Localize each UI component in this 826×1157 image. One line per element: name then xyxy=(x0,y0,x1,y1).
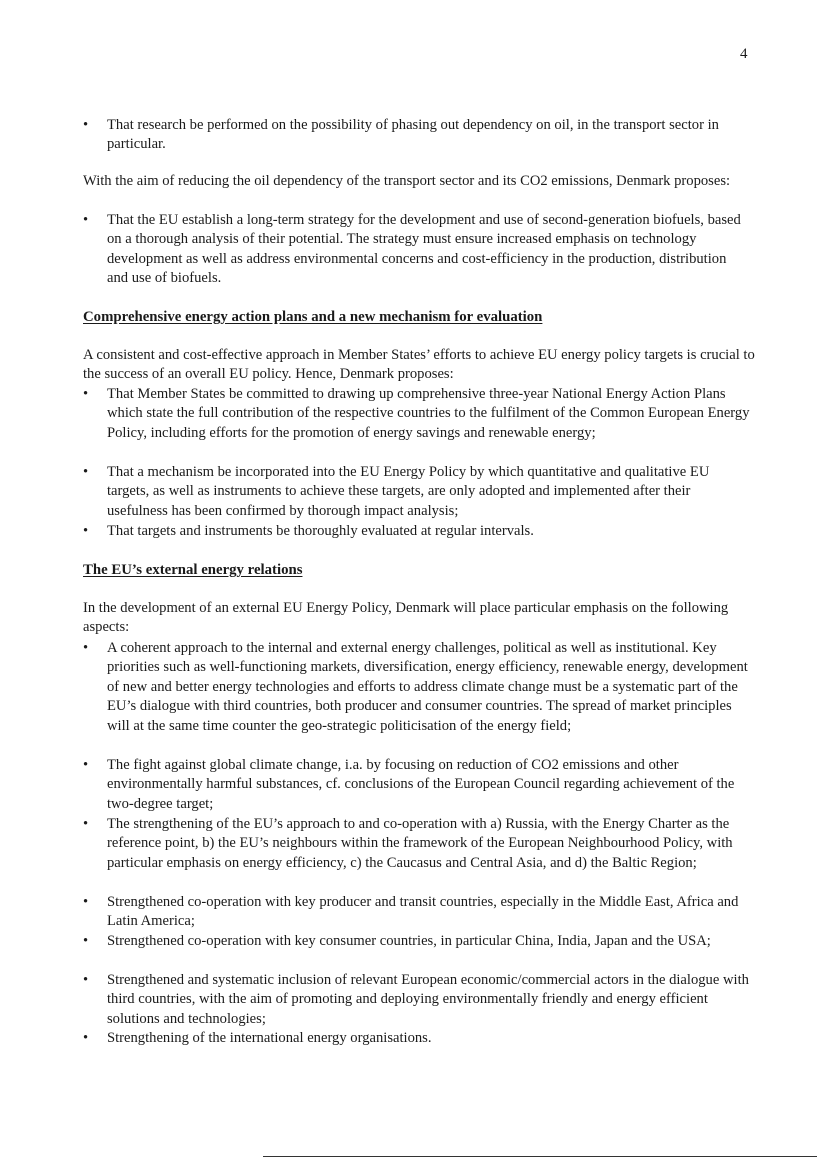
list-item-text: That targets and instruments be thoroughly evaluated at regular intervals. xyxy=(107,523,534,539)
list-item xyxy=(83,815,751,873)
bullet-icon: • xyxy=(83,212,89,228)
list-item-text: Strengthened co-operation with key consumer countries, in particular China, India, Japan and the USA; xyxy=(107,933,711,949)
bullet-icon: • xyxy=(83,933,89,949)
list-item xyxy=(83,1029,751,1048)
list-item-text: The strengthening of the EU’s approach to and co-operation with a) Russia, with the Energy Charter as the reference point, b) the EU’s neighbours within the framework of the European Neighbourhood Policy, with particular emphasis on energy efficiency, c) the Caucasus and Central Asia, and d) the Baltic Region; xyxy=(107,816,733,871)
list-item-text: That research be performed on the possibility of phasing out dependency on oil, in the transport sector in particular. xyxy=(107,117,719,153)
bullet-icon: • xyxy=(83,894,89,910)
list-item-text: That the EU establish a long-term strategy for the development and use of second-generation biofuels, based on a thorough analysis of their potential. The strategy must ensure increased emphasis on technology development as well as address environmental concerns and cost-efficiency in the production, distribution and use of biofuels. xyxy=(107,212,741,287)
list-item xyxy=(83,893,751,932)
list-item xyxy=(83,211,751,289)
bullet-icon: • xyxy=(83,757,89,773)
list-item-text: The fight against global climate change, i.a. by focusing on reduction of CO2 emissions and other environmentally harmful substances, cf. conclusions of the European Council regarding achievement of the two-degree target; xyxy=(107,757,735,812)
list-item xyxy=(83,463,751,521)
section-heading: Comprehensive energy action plans and a new mechanism for evaluation xyxy=(83,309,543,325)
list-item-text: A coherent approach to the internal and external energy challenges, political as well as institutional. Key priorities such as well-functioning markets, diversification, energy efficiency, renewable energy, development of new and better energy technologies and efforts to address climate change must be a systematic part of the EU’s dialogue with third countries, both producer and consumer countries. The spread of market principles will at the same time counter the geo-strategic politicisation of the energy field; xyxy=(107,640,748,734)
list-item xyxy=(83,971,751,1029)
list-item xyxy=(83,932,751,951)
bullet-icon: • xyxy=(83,972,89,988)
page-number: 4 xyxy=(740,46,748,62)
list-item xyxy=(83,522,751,541)
list-item xyxy=(83,756,751,814)
list-item-text: That a mechanism be incorporated into the EU Energy Policy by which quantitative and qualitative EU targets, as well as instruments to achieve these targets, are only adopted and implemented after their usefulness has been confirmed by thorough impact analysis; xyxy=(107,464,710,519)
bullet-icon: • xyxy=(83,816,89,832)
paragraph: In the development of an external EU Energy Policy, Denmark will place particular emphasis on the following aspects: xyxy=(83,600,729,636)
bullet-icon: • xyxy=(83,464,89,480)
bullet-icon: • xyxy=(83,386,89,402)
paragraph: With the aim of reducing the oil dependency of the transport sector and its CO2 emissions, Denmark proposes: xyxy=(83,173,731,189)
list-item xyxy=(83,639,751,736)
paragraph: A consistent and cost-effective approach in Member States’ efforts to achieve EU energy policy targets is crucial to the success of an overall EU policy. Hence, Denmark proposes: xyxy=(83,347,755,383)
bullet-icon: • xyxy=(83,640,89,656)
list-item-text: That Member States be committed to drawing up comprehensive three-year National Energy Action Plans which state the full contribution of the respective countries to the fulfilment of the Common European Energy Policy, including efforts for the promotion of energy savings and renewable energy; xyxy=(107,386,750,441)
section-heading: The EU’s external energy relations xyxy=(83,562,303,578)
list-item xyxy=(83,385,751,443)
list-item xyxy=(83,116,751,155)
list-item-text: Strengthening of the international energy organisations. xyxy=(107,1030,432,1046)
list-item-text: Strengthened co-operation with key producer and transit countries, especially in the Middle East, Africa and Latin America; xyxy=(107,894,739,930)
bullet-icon: • xyxy=(83,117,89,133)
bullet-icon: • xyxy=(83,523,89,539)
bullet-icon: • xyxy=(83,1030,89,1046)
list-item-text: Strengthened and systematic inclusion of relevant European economic/commercial actors in the dialogue with third countries, with the aim of promoting and deploying environmentally friendly and energy efficient solutions and technologies; xyxy=(107,972,749,1027)
